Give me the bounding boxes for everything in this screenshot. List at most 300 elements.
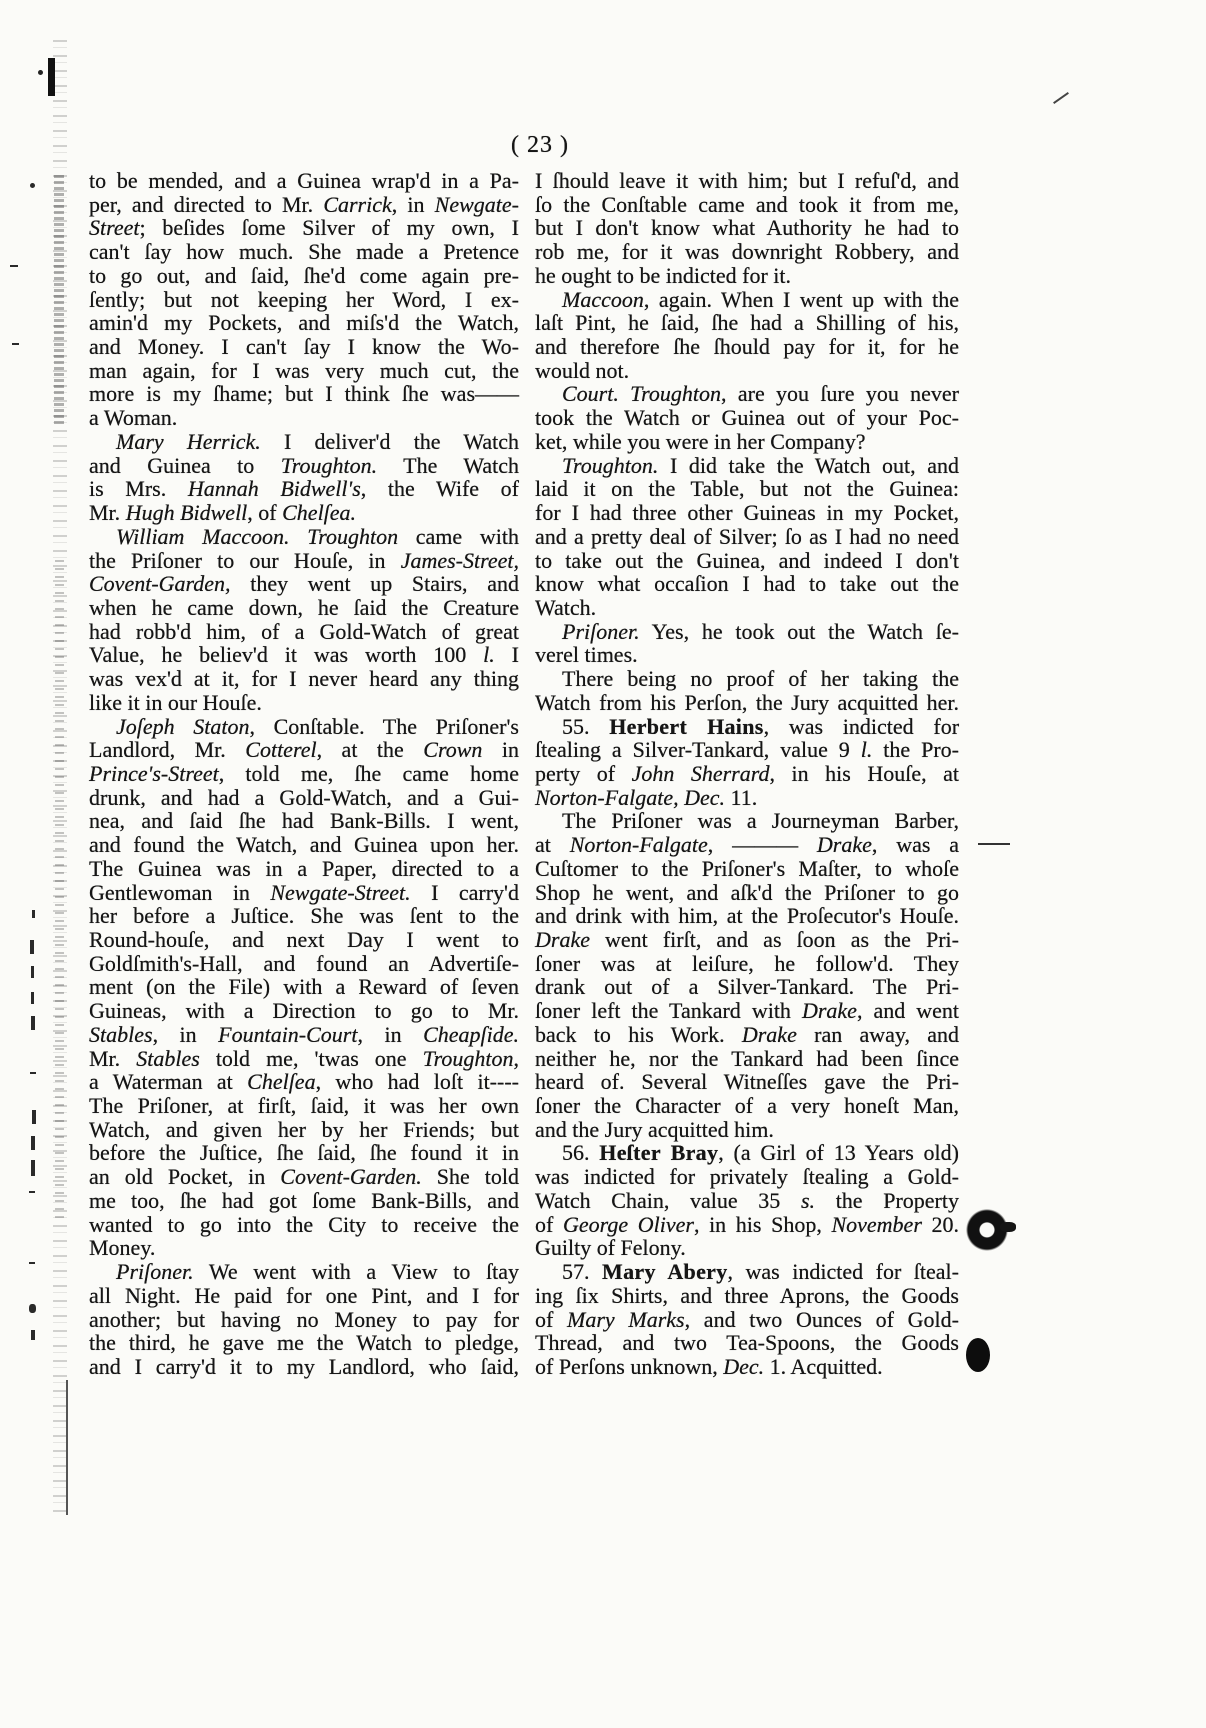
- italic-text: William Maccoon. Troughton: [116, 523, 399, 549]
- text-run: Goldſmith's-Hall, and found an Advertiſe-: [89, 950, 519, 976]
- italic-text: Newgate-: [434, 191, 519, 217]
- text-run: heard of. Several Witneſſes gave the Pri-: [535, 1069, 959, 1095]
- margin-bleed-mark: [10, 265, 18, 267]
- text-run: I did take the Watch out, and: [658, 452, 959, 478]
- text-line: [535, 786, 959, 810]
- text-line: [535, 525, 959, 549]
- text-line: [535, 596, 959, 620]
- text-run: in: [482, 737, 519, 763]
- text-line: [89, 1118, 519, 1142]
- text-run: Round-houſe, and next Day I went to: [89, 927, 519, 952]
- text-line: [535, 833, 959, 857]
- text-line: [535, 288, 959, 312]
- text-run: ſoner was at leiſure, he follow'd. They: [535, 950, 959, 976]
- text-run: can't ſay how much. She made a Pretence: [89, 239, 519, 265]
- text-line: [89, 311, 519, 335]
- text-run: Guineas, with a Direction to go to Mr.: [89, 998, 519, 1024]
- margin-bleed-mark: [29, 1262, 35, 1264]
- text-run: The Guinea was in a Paper, directed to a: [89, 855, 519, 881]
- text-line: [535, 1141, 959, 1165]
- italic-text: Stables: [136, 1045, 200, 1071]
- text-line: [535, 643, 959, 667]
- italic-text: Troughton.: [280, 452, 378, 478]
- text-run: Watch.: [535, 594, 597, 620]
- text-run: her before a Juſtice. She was ſent to the: [89, 903, 519, 929]
- text-line: [535, 904, 959, 928]
- text-line: [89, 999, 519, 1023]
- text-run: Watch Chain, value 35: [535, 1187, 801, 1213]
- text-run: to take out the Guinea, and indeed I don't: [535, 547, 959, 573]
- text-line: [89, 762, 519, 786]
- italic-text: Hannah Bidwell's: [187, 476, 361, 502]
- text-line: [535, 1260, 959, 1284]
- text-run: ſtealing a Silver-Tankard, value 9: [535, 737, 861, 763]
- paragraph: [89, 1260, 519, 1379]
- text-line: [89, 1094, 519, 1118]
- text-line: [535, 193, 959, 217]
- text-run: and Money. I can't ſay I know the Wo-: [89, 334, 519, 360]
- defendant-name: Heſter Bray: [599, 1140, 719, 1166]
- italic-text: Covent-Garden.: [280, 1164, 422, 1190]
- text-run: ran away, and: [796, 1021, 960, 1047]
- scan-mark: [48, 58, 55, 96]
- text-run: , was a: [871, 832, 959, 858]
- text-run: ſently; but not keeping her Word, I ex-: [89, 286, 519, 312]
- text-run: and a pretty deal of Silver; ſo as I had no need: [535, 523, 959, 549]
- paragraph: [535, 169, 959, 288]
- text-line: [89, 382, 519, 406]
- text-line: [535, 1047, 959, 1071]
- margin-bleed-mark: [29, 1304, 36, 1313]
- binding-speckle: [55, 560, 64, 1220]
- italic-text: l.: [860, 737, 873, 763]
- text-run: was indicted for privately ſtealing a Gold-: [535, 1164, 959, 1190]
- italic-text: Drake: [801, 998, 857, 1024]
- text-line: [89, 169, 519, 193]
- text-line: [89, 1141, 519, 1165]
- margin-bleed-mark: [31, 1136, 35, 1150]
- text-run: came with: [398, 523, 519, 549]
- italic-text: Chelſea.: [282, 500, 357, 526]
- text-line: [89, 643, 519, 667]
- text-run: , and two Ounces of Gold-: [684, 1306, 959, 1332]
- italic-text: Cheapſide.: [423, 1021, 519, 1047]
- text-line: [89, 1213, 519, 1237]
- text-run: There being no proof of her taking the: [562, 666, 959, 692]
- text-run: nea, and ſaid ſhe had Bank-Bills. I went,: [89, 808, 519, 834]
- italic-text: Covent-Garden,: [89, 571, 231, 597]
- text-run: verel times.: [535, 642, 638, 668]
- italic-text: Drake: [535, 927, 590, 952]
- text-line: [535, 311, 959, 335]
- text-line: [89, 1284, 519, 1308]
- text-run: he ought to be indicted for it.: [535, 262, 791, 288]
- text-run: the Priſoner to our Houſe, in: [89, 547, 401, 573]
- text-line: [535, 1189, 959, 1213]
- italic-text: Chelſea: [247, 1069, 316, 1095]
- text-run: know what occaſion I had to take out the: [535, 571, 959, 597]
- text-line: [535, 501, 959, 525]
- text-run: Thread, and two Tea-Spoons, the Goods: [535, 1330, 959, 1356]
- text-run: more is my ſhame; but I think ſhe was——: [89, 381, 519, 407]
- text-line: [89, 715, 519, 739]
- text-run: went firſt, and as ſoon as the Pri-: [589, 927, 959, 952]
- text-run: , who had loſt it----: [315, 1069, 519, 1095]
- italic-text: Prince's-Street: [89, 760, 219, 786]
- scan-mark: [978, 843, 1010, 845]
- margin-bleed-mark: [31, 992, 34, 1004]
- text-run: of: [535, 1306, 568, 1332]
- text-line: [535, 454, 959, 478]
- text-line: [535, 406, 959, 430]
- text-run: before the Juſtice, ſhe ſaid, ſhe found it in: [89, 1140, 519, 1166]
- text-line: [535, 264, 959, 288]
- text-line: [89, 738, 519, 762]
- text-line: [89, 1236, 519, 1260]
- text-run: but I don't know what Authority he had to: [535, 215, 959, 241]
- text-run: was vex'd at it, for I never heard any thing: [89, 666, 519, 692]
- paragraph: [535, 620, 959, 667]
- text-line: [89, 691, 519, 715]
- text-line: [89, 1355, 519, 1379]
- margin-bleed-mark: [29, 1191, 35, 1193]
- text-run: drunk, and had a Gold-Watch, and a Gui-: [89, 784, 519, 810]
- margin-bleed-mark: [31, 966, 34, 978]
- page-number: ( 23 ): [511, 132, 569, 158]
- text-run: , ———: [707, 832, 817, 858]
- italic-text: Cotterel: [245, 737, 317, 763]
- text-line: [535, 691, 959, 715]
- text-run: and therefore ſhe ſhould pay for it, for he: [535, 334, 959, 360]
- text-run: they went up Stairs, and: [230, 571, 519, 597]
- italic-text: Fountain-Court: [218, 1021, 358, 1047]
- text-run: ing ſix Shirts, and three Aprons, the Goods: [535, 1282, 959, 1308]
- text-line: [89, 1308, 519, 1332]
- text-line: [535, 477, 959, 501]
- text-line: [535, 999, 959, 1023]
- ink-blot: [966, 1338, 990, 1372]
- binding-speckle: [54, 175, 64, 425]
- margin-bleed-mark: [30, 1072, 36, 1074]
- text-run: laid it on the Table, but not the Guinea:: [535, 476, 959, 502]
- text-run: to go out, and ſaid, ſhe'd come again pre-: [89, 262, 519, 288]
- text-run: 20.: [921, 1211, 960, 1237]
- text-run: , of: [247, 500, 283, 526]
- paragraph: [89, 430, 519, 525]
- margin-bleed-mark: [31, 1330, 35, 1340]
- text-line: [535, 1308, 959, 1332]
- text-run: Yes, he took out the Watch ſe-: [639, 618, 959, 644]
- text-run: the Pro-: [872, 737, 959, 763]
- text-line: [89, 216, 519, 240]
- text-run: told me, 'twas one: [199, 1045, 423, 1071]
- text-line: [89, 833, 519, 857]
- text-line: [89, 335, 519, 359]
- italic-text: Crown: [423, 737, 483, 763]
- italic-text: Maccoon: [562, 286, 644, 312]
- paragraph: [535, 715, 959, 810]
- text-run: ; beſides ſome Silver of my own, I: [139, 215, 519, 241]
- paragraph: [535, 288, 959, 383]
- text-run: The Watch: [377, 452, 520, 478]
- text-line: [535, 667, 959, 691]
- text-run: and Guinea to: [89, 452, 281, 478]
- text-line: [535, 1023, 959, 1047]
- scan-mark: [1053, 92, 1069, 104]
- text-line: [89, 786, 519, 810]
- italic-text: John Sherrard: [631, 760, 770, 786]
- italic-text: Drake: [816, 832, 872, 858]
- text-run: , (a Girl of 13 Years old): [718, 1140, 959, 1166]
- text-run: 56.: [562, 1140, 600, 1166]
- text-run: of: [535, 1211, 563, 1237]
- paragraph: [535, 382, 959, 453]
- text-run: I ſhould leave it with him; but I refuſ'd, and: [535, 168, 959, 193]
- text-run: rob me, for it was downright Robbery, and: [535, 239, 959, 265]
- text-line: [89, 572, 519, 596]
- text-run: laſt Pint, he ſaid, ſhe had a Shilling of his,: [535, 310, 959, 336]
- text-run: 57.: [562, 1259, 603, 1285]
- paragraph: [535, 809, 959, 1141]
- text-line: [535, 1118, 959, 1142]
- text-run: Money.: [89, 1235, 156, 1261]
- text-line: [535, 738, 959, 762]
- text-line: [89, 1070, 519, 1094]
- italic-text: Street: [89, 215, 140, 241]
- text-run: all Night. He paid for one Pint, and I for: [89, 1282, 519, 1308]
- italic-text: Court. Troughton: [562, 381, 722, 407]
- text-run: would not.: [535, 357, 630, 383]
- italic-text: Stables: [89, 1021, 153, 1047]
- text-line: [89, 525, 519, 549]
- text-line: [535, 1331, 959, 1355]
- defendant-name: Mary Abery: [602, 1259, 728, 1285]
- paragraph: [535, 667, 959, 714]
- text-run: ment (on the File) with a Reward of ſeven: [89, 974, 519, 1000]
- italic-text: Hugh Bidwell: [125, 500, 248, 526]
- ink-blot: [1000, 1222, 1016, 1232]
- text-line: [89, 1260, 519, 1284]
- text-line: [89, 240, 519, 264]
- paragraph: [89, 169, 519, 430]
- text-run: per, and directed to Mr.: [89, 191, 324, 217]
- italic-text: Troughton.: [562, 452, 659, 478]
- text-run: like it in our Houſe.: [89, 689, 262, 715]
- text-line: [535, 1070, 959, 1094]
- text-run: for I had three other Guineas in my Pocket,: [535, 500, 959, 526]
- margin-bleed-mark: [32, 1110, 36, 1124]
- margin-bleed-mark: [30, 940, 34, 954]
- text-run: is Mrs.: [89, 476, 188, 502]
- text-run: had robb'd him, of a Gold-Watch of great: [89, 618, 519, 644]
- text-run: and I carry'd it to my Landlord, who ſaid,: [89, 1353, 519, 1379]
- right-column: [535, 169, 959, 1379]
- text-line: [535, 1165, 959, 1189]
- text-run: drank out of a Silver-Tankard. The Pri-: [535, 974, 959, 1000]
- text-line: [535, 620, 959, 644]
- text-run: Gentlewoman in: [89, 879, 271, 905]
- italic-text: Mary Herrick.: [116, 428, 261, 454]
- text-run: and drink with him, at the Proſecutor's Houſe.: [535, 903, 959, 929]
- italic-text: l.: [483, 642, 495, 668]
- italic-text: Carrick: [323, 191, 392, 217]
- text-run: Landlord, Mr.: [89, 737, 246, 763]
- text-line: [89, 1023, 519, 1047]
- italic-text: Troughton: [422, 1045, 514, 1071]
- text-line: [89, 928, 519, 952]
- left-column: [89, 169, 519, 1379]
- text-line: [89, 975, 519, 999]
- text-line: [535, 809, 959, 833]
- italic-text: Newgate-Street.: [270, 879, 411, 905]
- text-line: [535, 216, 959, 240]
- text-run: I: [494, 642, 519, 668]
- text-run: took the Watch or Guinea out of your Poc-: [535, 405, 959, 431]
- italic-text: Priſoner.: [116, 1259, 194, 1285]
- text-run: wanted to go into the City to receive the: [89, 1211, 519, 1237]
- text-line: [89, 264, 519, 288]
- text-line: [535, 1355, 959, 1379]
- text-line: [89, 809, 519, 833]
- text-line: [535, 881, 959, 905]
- text-run: the third, he gave me the Watch to pledge,: [89, 1330, 519, 1356]
- text-run: , was indicted for: [763, 713, 960, 739]
- text-run: perty of: [535, 760, 632, 786]
- text-run: , in: [357, 1021, 424, 1047]
- text-run: The Priſoner was a Journeyman Barber,: [562, 808, 959, 834]
- text-line: [535, 857, 959, 881]
- text-line: [89, 406, 519, 430]
- defendant-name: Herbert Hains: [609, 713, 764, 739]
- text-run: a Waterman at: [89, 1069, 248, 1095]
- text-run: ſo the Conſtable came and took it from me,: [535, 191, 959, 217]
- text-run: and found the Watch, and Guinea upon her.: [89, 832, 519, 858]
- text-run: , Conſtable. The Priſoner's: [249, 713, 519, 739]
- text-line: [89, 1047, 519, 1071]
- paragraph: [535, 454, 959, 620]
- italic-text: November: [831, 1211, 922, 1237]
- text-line: [89, 193, 519, 217]
- italic-text: Drake: [741, 1021, 797, 1047]
- text-run: , at the: [316, 737, 424, 763]
- italic-text: Norton-Falgate: [569, 832, 708, 858]
- text-run: neither he, nor the Tankard had been ſince: [535, 1045, 959, 1071]
- text-line: [535, 359, 959, 383]
- text-run: me too, ſhe had got ſome Bank-Bills, and: [89, 1187, 519, 1213]
- text-run: a Woman.: [89, 405, 178, 431]
- text-line: [535, 430, 959, 454]
- text-run: Mr.: [89, 1045, 137, 1071]
- text-run: when he came down, he ſaid the Creature: [89, 594, 519, 620]
- text-run: , again. When I went up with the: [643, 286, 959, 312]
- text-line: [89, 881, 519, 905]
- text-run: , in: [152, 1021, 219, 1047]
- text-run: amin'd my Pockets, and miſs'd the Watch,: [89, 310, 519, 336]
- text-run: Watch, and given her by her Friends; but: [89, 1116, 519, 1142]
- text-line: [89, 1331, 519, 1355]
- text-run: an old Pocket, in: [89, 1164, 281, 1190]
- text-run: and the Jury acquitted him.: [535, 1116, 774, 1142]
- paragraph: [535, 1260, 959, 1379]
- text-line: [89, 667, 519, 691]
- text-line: [89, 620, 519, 644]
- italic-text: Priſoner.: [562, 618, 640, 644]
- text-line: [89, 596, 519, 620]
- italic-text: George Oliver: [562, 1211, 694, 1237]
- text-run: 11.: [725, 784, 758, 810]
- text-run: back to his Work.: [535, 1021, 742, 1047]
- text-run: The Priſoner, at firſt, ſaid, it was her own: [89, 1093, 519, 1119]
- text-run: ket, while you were in her Company?: [535, 428, 866, 454]
- text-line: [535, 335, 959, 359]
- paragraph: [89, 525, 519, 715]
- text-run: , in his Houſe, at: [769, 760, 959, 786]
- italic-text: Joſeph Staton: [116, 713, 250, 739]
- text-run: ſoner the Character of a very honeſt Man,: [535, 1093, 959, 1119]
- text-line: [535, 975, 959, 999]
- text-run: Value, he believ'd it was worth 100: [89, 642, 484, 668]
- text-run: , was indicted for ſteal-: [727, 1259, 959, 1285]
- text-run: at: [535, 832, 570, 858]
- text-line: [89, 430, 519, 454]
- text-line: [535, 928, 959, 952]
- text-run: another; but having no Money to pay for: [89, 1306, 519, 1332]
- text-run: , the Wife of: [360, 476, 519, 502]
- text-line: [89, 288, 519, 312]
- text-run: , told me, ſhe came home: [218, 760, 519, 786]
- text-line: [535, 1284, 959, 1308]
- text-run: 1. Acquitted.: [764, 1353, 883, 1379]
- text-run: ſoner left the Tankard with: [535, 998, 802, 1024]
- text-run: 55.: [562, 713, 610, 739]
- text-run: Guilty of Felony.: [535, 1235, 686, 1261]
- margin-bleed-mark: [31, 1016, 35, 1030]
- italic-text: Norton-Falgate, Dec.: [535, 784, 726, 810]
- text-run: , are you ſure you never: [721, 381, 959, 407]
- margin-bleed-mark: [12, 343, 19, 345]
- italic-text: s.: [800, 1187, 816, 1213]
- text-line: [535, 169, 959, 193]
- text-run: the Property: [815, 1187, 959, 1213]
- text-line: [89, 477, 519, 501]
- margin-bleed-mark: [32, 910, 35, 918]
- text-line: [535, 1094, 959, 1118]
- paragraph: [89, 715, 519, 1261]
- paragraph: [535, 1141, 959, 1260]
- text-line: [89, 952, 519, 976]
- text-line: [89, 549, 519, 573]
- text-line: [89, 857, 519, 881]
- text-run: , in: [391, 191, 435, 217]
- italic-text: Dec.: [723, 1353, 765, 1379]
- scan-mark: [38, 70, 43, 75]
- text-run: Watch from his Perſon, the Jury acquitted her.: [535, 689, 959, 715]
- text-line: [535, 762, 959, 786]
- text-line: [89, 454, 519, 478]
- text-line: [89, 904, 519, 928]
- text-line: [535, 572, 959, 596]
- margin-bleed-mark: [31, 1160, 35, 1176]
- italic-text: Mary Marks: [567, 1306, 685, 1332]
- italic-text: James-Street,: [400, 547, 519, 573]
- text-line: [535, 1213, 959, 1237]
- text-line: [535, 1236, 959, 1260]
- text-run: ,: [513, 1045, 519, 1071]
- text-run: Shop he went, and aſk'd the Priſoner to go: [535, 879, 959, 905]
- text-line: [89, 1165, 519, 1189]
- text-run: of Perſons unknown,: [535, 1353, 724, 1379]
- text-run: man again, for I was very much cut, the: [89, 357, 519, 383]
